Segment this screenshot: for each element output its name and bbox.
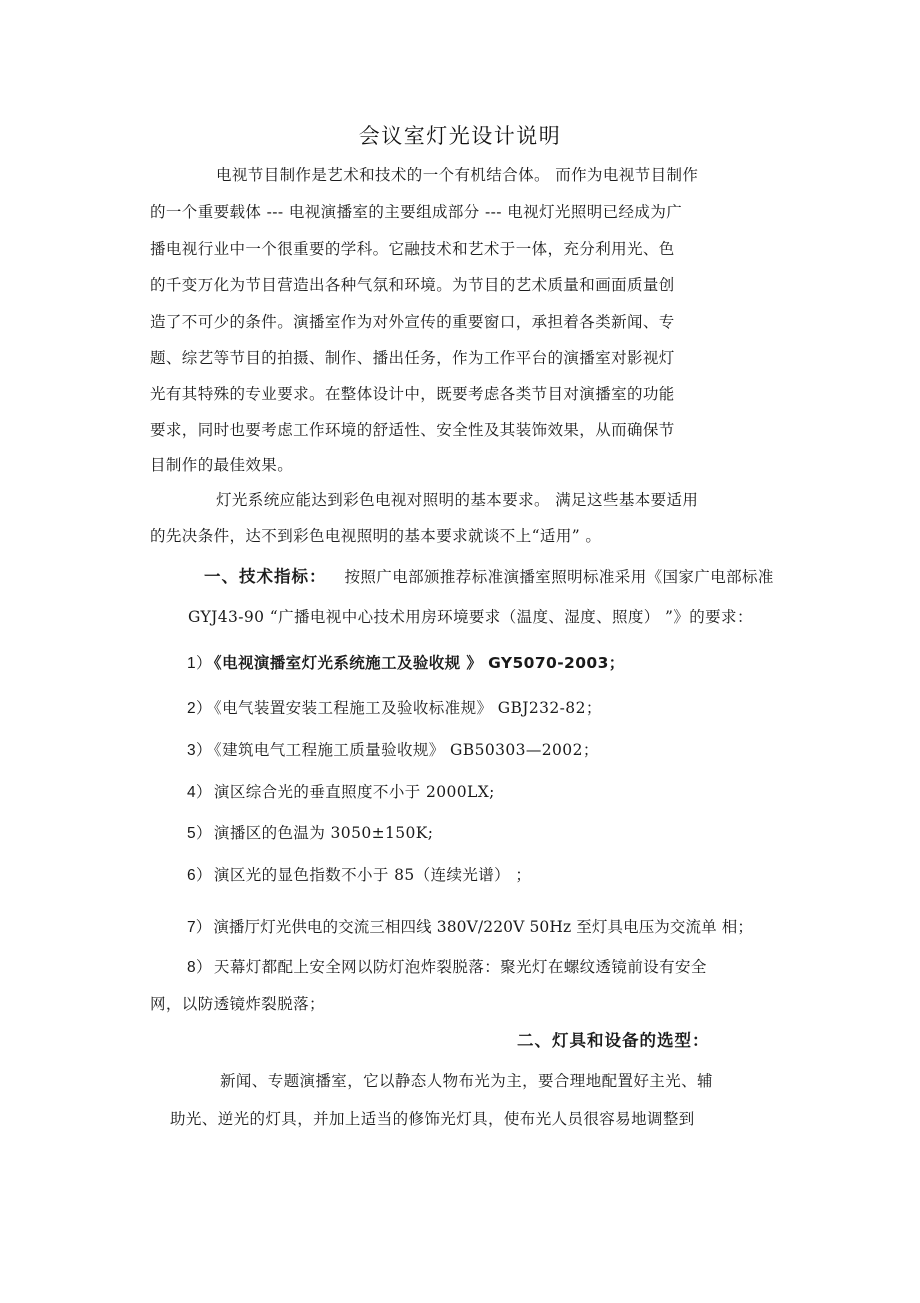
para2-line: 灯光系统应能达到彩色电视对照明的基本要求。 满足这些基本要适用 bbox=[216, 491, 699, 509]
intro-line: 目制作的最佳效果。 bbox=[150, 456, 294, 474]
section1-heading-line bbox=[204, 566, 774, 588]
section1-text: 按照广电部颁推荐标准演播室照明标准采用《国家广电部标准 bbox=[344, 568, 774, 586]
intro-line: 要求，同时也要考虑工作环境的舒适性、安全性及其装饰效果，从而确保节 bbox=[150, 421, 675, 439]
section1-heading: 一、技术指标： bbox=[204, 567, 327, 586]
section2-line: 新闻、专题演播室，它以静态人物布光为主，要合理地配置好主光、辅 bbox=[220, 1072, 713, 1090]
spec-item: 3） 《建筑电气工程施工质量验收规》 GB50303—2002； bbox=[187, 741, 599, 759]
intro-line: 的一个重要载体 --- 电视演播室的主要组成部分 --- 电视灯光照明已经成为广 bbox=[150, 203, 683, 221]
para2-line: 的先决条件，达不到彩色电视照明的基本要求就谈不上“适用” 。 bbox=[150, 527, 602, 545]
intro-line: 播电视行业中一个很重要的学科。它融技术和艺术于一体，充分利用光、色 bbox=[150, 240, 675, 258]
document-title: 会议室灯光设计说明 bbox=[358, 124, 562, 148]
spec-item: 6） 演区光的显色指数不小于 85（连续光谱） ； bbox=[187, 866, 532, 884]
spec-item: 4） 演区综合光的垂直照度不小于 2000LX; bbox=[187, 783, 495, 801]
intro-line: 题、综艺等节目的拍摄、制作、播出任务，作为工作平台的演播室对影视灯 bbox=[150, 349, 675, 367]
section2-heading: 二、灯具和设备的选型： bbox=[517, 1031, 710, 1050]
section1-text-line2: GYJ43-90 “广播电视中心技术用房环境要求（温度、湿度、照度） ”》的要求： bbox=[188, 608, 753, 626]
spec-item: 1） 《电视演播室灯光系统施工及验收规 》 GY5070-2003； bbox=[187, 654, 625, 672]
intro-line: 的千变万化为节目营造出各种气氛和环境。为节目的艺术质量和画面质量创 bbox=[150, 276, 675, 294]
spec-item-continuation: 网，以防透镜炸裂脱落； bbox=[150, 995, 325, 1013]
spec-item: 5） 演播区的色温为 3050±150K; bbox=[187, 824, 434, 842]
intro-line: 电视节目制作是艺术和技术的一个有机结合体。 而作为电视节目制作 bbox=[216, 166, 699, 184]
spec-item: 7） 演播厅灯光供电的交流三相四线 380V/220V 50Hz 至灯具电压为交流单 相； bbox=[187, 918, 753, 936]
spec-item: 8） 天幕灯都配上安全网以防灯泡炸裂脱落：聚光灯在螺纹透镜前设有安全 bbox=[187, 958, 707, 976]
section2-line: 助光、逆光的灯具，并加上适当的修饰光灯具，使布光人员很容易地调整到 bbox=[170, 1110, 695, 1128]
intro-line: 光有其特殊的专业要求。在整体设计中，既要考虑各类节目对演播室的功能 bbox=[150, 385, 675, 403]
intro-line: 造了不可少的条件。演播室作为对外宣传的重要窗口，承担着各类新闻、专 bbox=[150, 313, 675, 331]
spec-item: 2） 《电气装置安装工程施工及验收标准规》 GBJ232-82； bbox=[187, 699, 602, 717]
